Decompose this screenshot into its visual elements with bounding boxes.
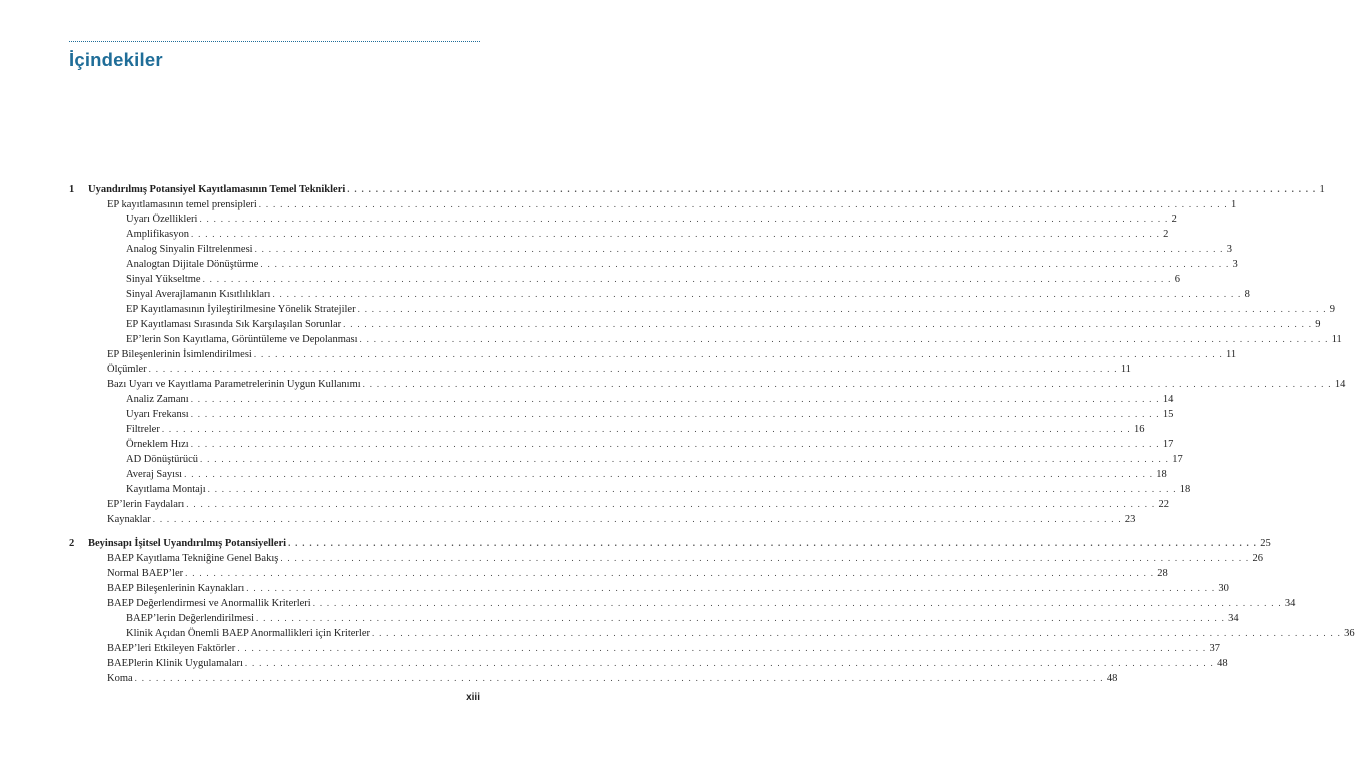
toc-entry-title: Amplifikasyon [126,229,189,240]
dot-leader [288,536,1257,551]
table-of-contents [69,182,1355,686]
toc-page-number: 1 [1319,184,1325,195]
toc-entry[interactable] [69,362,1131,377]
toc-entry-title: EP Bileşenlerinin İsimlendirilmesi [107,349,252,360]
toc-entry[interactable] [69,422,1145,437]
dot-leader [199,212,1168,227]
toc-entry[interactable] [69,626,1355,641]
toc-entry-title: BAEPlerin Klinik Uygulamaları [107,658,243,669]
toc-chapter[interactable] [69,536,1271,551]
toc-entry[interactable] [69,347,1237,362]
toc-page-number: 22 [1158,499,1169,510]
toc-entry-title: Klinik Açıdan Önemli BAEP Anormallikleri için Kriterler [126,628,370,639]
toc-entry[interactable] [69,377,1346,392]
toc-entry[interactable] [69,566,1168,581]
toc-entry[interactable] [69,551,1263,566]
toc-entry-title: Sinyal Averajlamanın Kısıtlılıkları [126,289,271,300]
toc-entry[interactable] [69,257,1238,272]
toc-page-number: 37 [1209,643,1220,654]
toc-page-number: 15 [1162,409,1174,420]
toc-entry[interactable] [69,641,1220,656]
toc-page-number: 11 [1331,334,1342,345]
toc-page-number: 25 [1260,538,1271,549]
toc-entry[interactable] [69,332,1342,347]
toc-page-number: 48 [1106,673,1118,684]
toc-entry-title: BAEP Bileşenlerinin Kaynakları [107,583,245,594]
dot-leader [246,581,1215,596]
toc-page-number: 48 [1217,658,1228,669]
toc-entry-title: Uyarı Frekansı [126,409,189,420]
toc-entry-title: Uyandırılmış Potansiyel Kayıtlamasının Temel Teknikleri [88,184,346,195]
toc-entry-title: BAEP Değerlendirmesi ve Anormallik Kriterleri [107,598,311,609]
toc-entry[interactable] [69,611,1239,626]
toc-chapter-number: 1 [69,184,75,195]
toc-page-number: 34 [1284,598,1296,609]
toc-entry[interactable] [69,437,1174,452]
toc-page-number: 17 [1172,454,1183,465]
toc-chapter-number: 2 [69,538,75,549]
toc-page-number: 3 [1232,259,1238,270]
toc-page-number: 11 [1226,349,1237,360]
dot-leader [260,257,1229,272]
toc-page-number: 14 [1334,379,1346,390]
toc-entry-title: EP’lerin Son Kayıtlama, Görüntüleme ve Depolanması [126,334,358,345]
toc-entry-title: EP Kayıtlamasının İyileştirilmesine Yönelik Stratejiler [126,304,356,315]
dot-leader [256,611,1225,626]
toc-entry[interactable] [69,656,1228,671]
toc-entry-title: Ölçümler [107,364,147,375]
toc-entry-title: Beyinsapı İşitsel Uyandırılmış Potansiyelleri [88,538,287,549]
dot-leader [360,332,1329,347]
toc-entry-title: BAEP’leri Etkileyen Faktörler [107,643,236,654]
dot-leader [185,566,1154,581]
toc-page-number: 11 [1120,364,1131,375]
toc-entry[interactable] [69,407,1174,422]
dot-leader [245,656,1214,671]
dot-leader [186,497,1155,512]
dot-leader [343,317,1312,332]
toc-page-number: 6 [1174,274,1180,285]
dot-leader [203,272,1172,287]
dot-leader [363,377,1332,392]
toc-entry-title: Normal BAEP’ler [107,568,184,579]
toc-page-number: 9 [1329,304,1335,315]
toc-page-number: 2 [1163,229,1169,240]
toc-entry[interactable] [69,512,1136,527]
toc-entry[interactable] [69,497,1169,512]
dot-leader [135,671,1104,686]
toc-entry[interactable] [69,197,1237,212]
header-rule [69,41,480,42]
toc-entry[interactable] [69,671,1118,686]
dot-leader [280,551,1249,566]
toc-entry-title: Analiz Zamanı [126,394,189,405]
dot-leader [259,197,1228,212]
toc-page-number: 34 [1228,613,1239,624]
toc-page-number: 36 [1344,628,1355,639]
toc-entry[interactable] [69,212,1177,227]
toc-entry[interactable] [69,596,1296,611]
dot-leader [184,467,1153,482]
toc-entry-title: Kayıtlama Montajı [126,484,206,495]
toc-page-number: 3 [1226,244,1232,255]
toc-page-number: 18 [1179,484,1191,495]
toc-page-number: 1 [1230,199,1237,210]
toc-entry-title: EP Kayıtlaması Sırasında Sık Karşılaşılan Sorunlar [126,319,342,330]
dot-leader [191,392,1160,407]
toc-entry-title: Örneklem Hızı [126,439,189,450]
dot-leader [149,362,1118,377]
toc-entry-title: Bazı Uyarı ve Kayıtlama Parametrelerinin Uygun Kullanımı [107,379,361,390]
toc-entry[interactable] [69,272,1180,287]
toc-chapter[interactable] [69,182,1325,197]
toc-entry-title: Averaj Sayısı [126,469,183,480]
toc-page-number: 14 [1162,394,1174,405]
toc-page-number: 28 [1157,568,1168,579]
dot-leader [153,512,1122,527]
dot-leader [200,452,1169,467]
toc-entry[interactable] [69,581,1229,596]
page-title: İçindekiler [69,49,163,70]
toc-page-number: 26 [1252,553,1263,564]
dot-leader [313,596,1282,611]
dot-leader [191,227,1160,242]
toc-entry-title: EP’lerin Faydaları [107,499,185,510]
toc-page-number: 9 [1315,319,1321,330]
toc-entry-title: Analog Sinyalin Filtrelenmesi [126,244,253,255]
toc-entry-title: BAEP Kayıtlama Tekniğine Genel Bakış [107,553,279,564]
toc-entry[interactable] [69,242,1232,257]
dot-leader [372,626,1341,641]
toc-entry[interactable] [69,317,1321,332]
toc-page-number: 30 [1218,583,1229,594]
dot-leader [254,347,1223,362]
toc-entry-title: Filtreler [126,424,160,435]
toc-page-number: 23 [1124,514,1136,525]
toc-entry-title: BAEP’lerin Değerlendirilmesi [126,613,255,624]
dot-leader [237,641,1206,656]
toc-entry-title: Koma [107,673,133,684]
toc-page-number: 18 [1156,469,1167,480]
toc-page-number: 8 [1244,289,1250,300]
toc-entry-title: Analogtan Dijitale Dönüştürme [126,259,259,270]
toc-page-number: 2 [1171,214,1177,225]
dot-leader [208,482,1177,497]
dot-leader [358,302,1327,317]
toc-entry-title: EP kayıtlamasının temel prensipleri [107,199,257,210]
toc-entry[interactable] [69,227,1169,242]
toc-entry[interactable] [69,452,1183,467]
dot-leader [347,182,1316,197]
toc-entry-title: Kaynaklar [107,514,151,525]
toc-entry-title: Sinyal Yükseltme [126,274,201,285]
page-number: xiii [466,692,480,703]
toc-entry[interactable] [69,287,1250,302]
toc-page-number: 17 [1162,439,1174,450]
dot-leader [191,437,1160,452]
toc-entry[interactable] [69,482,1191,497]
dot-leader [272,287,1241,302]
toc-entry-title: Uyarı Özellikleri [126,214,198,225]
toc-entry-title: AD Dönüştürücü [126,454,199,465]
dot-leader [162,422,1131,437]
dot-leader [255,242,1224,257]
toc-entry[interactable] [69,302,1335,317]
toc-page-number: 16 [1133,424,1145,435]
toc-entry[interactable] [69,392,1174,407]
toc-entry[interactable] [69,467,1167,482]
dot-leader [191,407,1160,422]
